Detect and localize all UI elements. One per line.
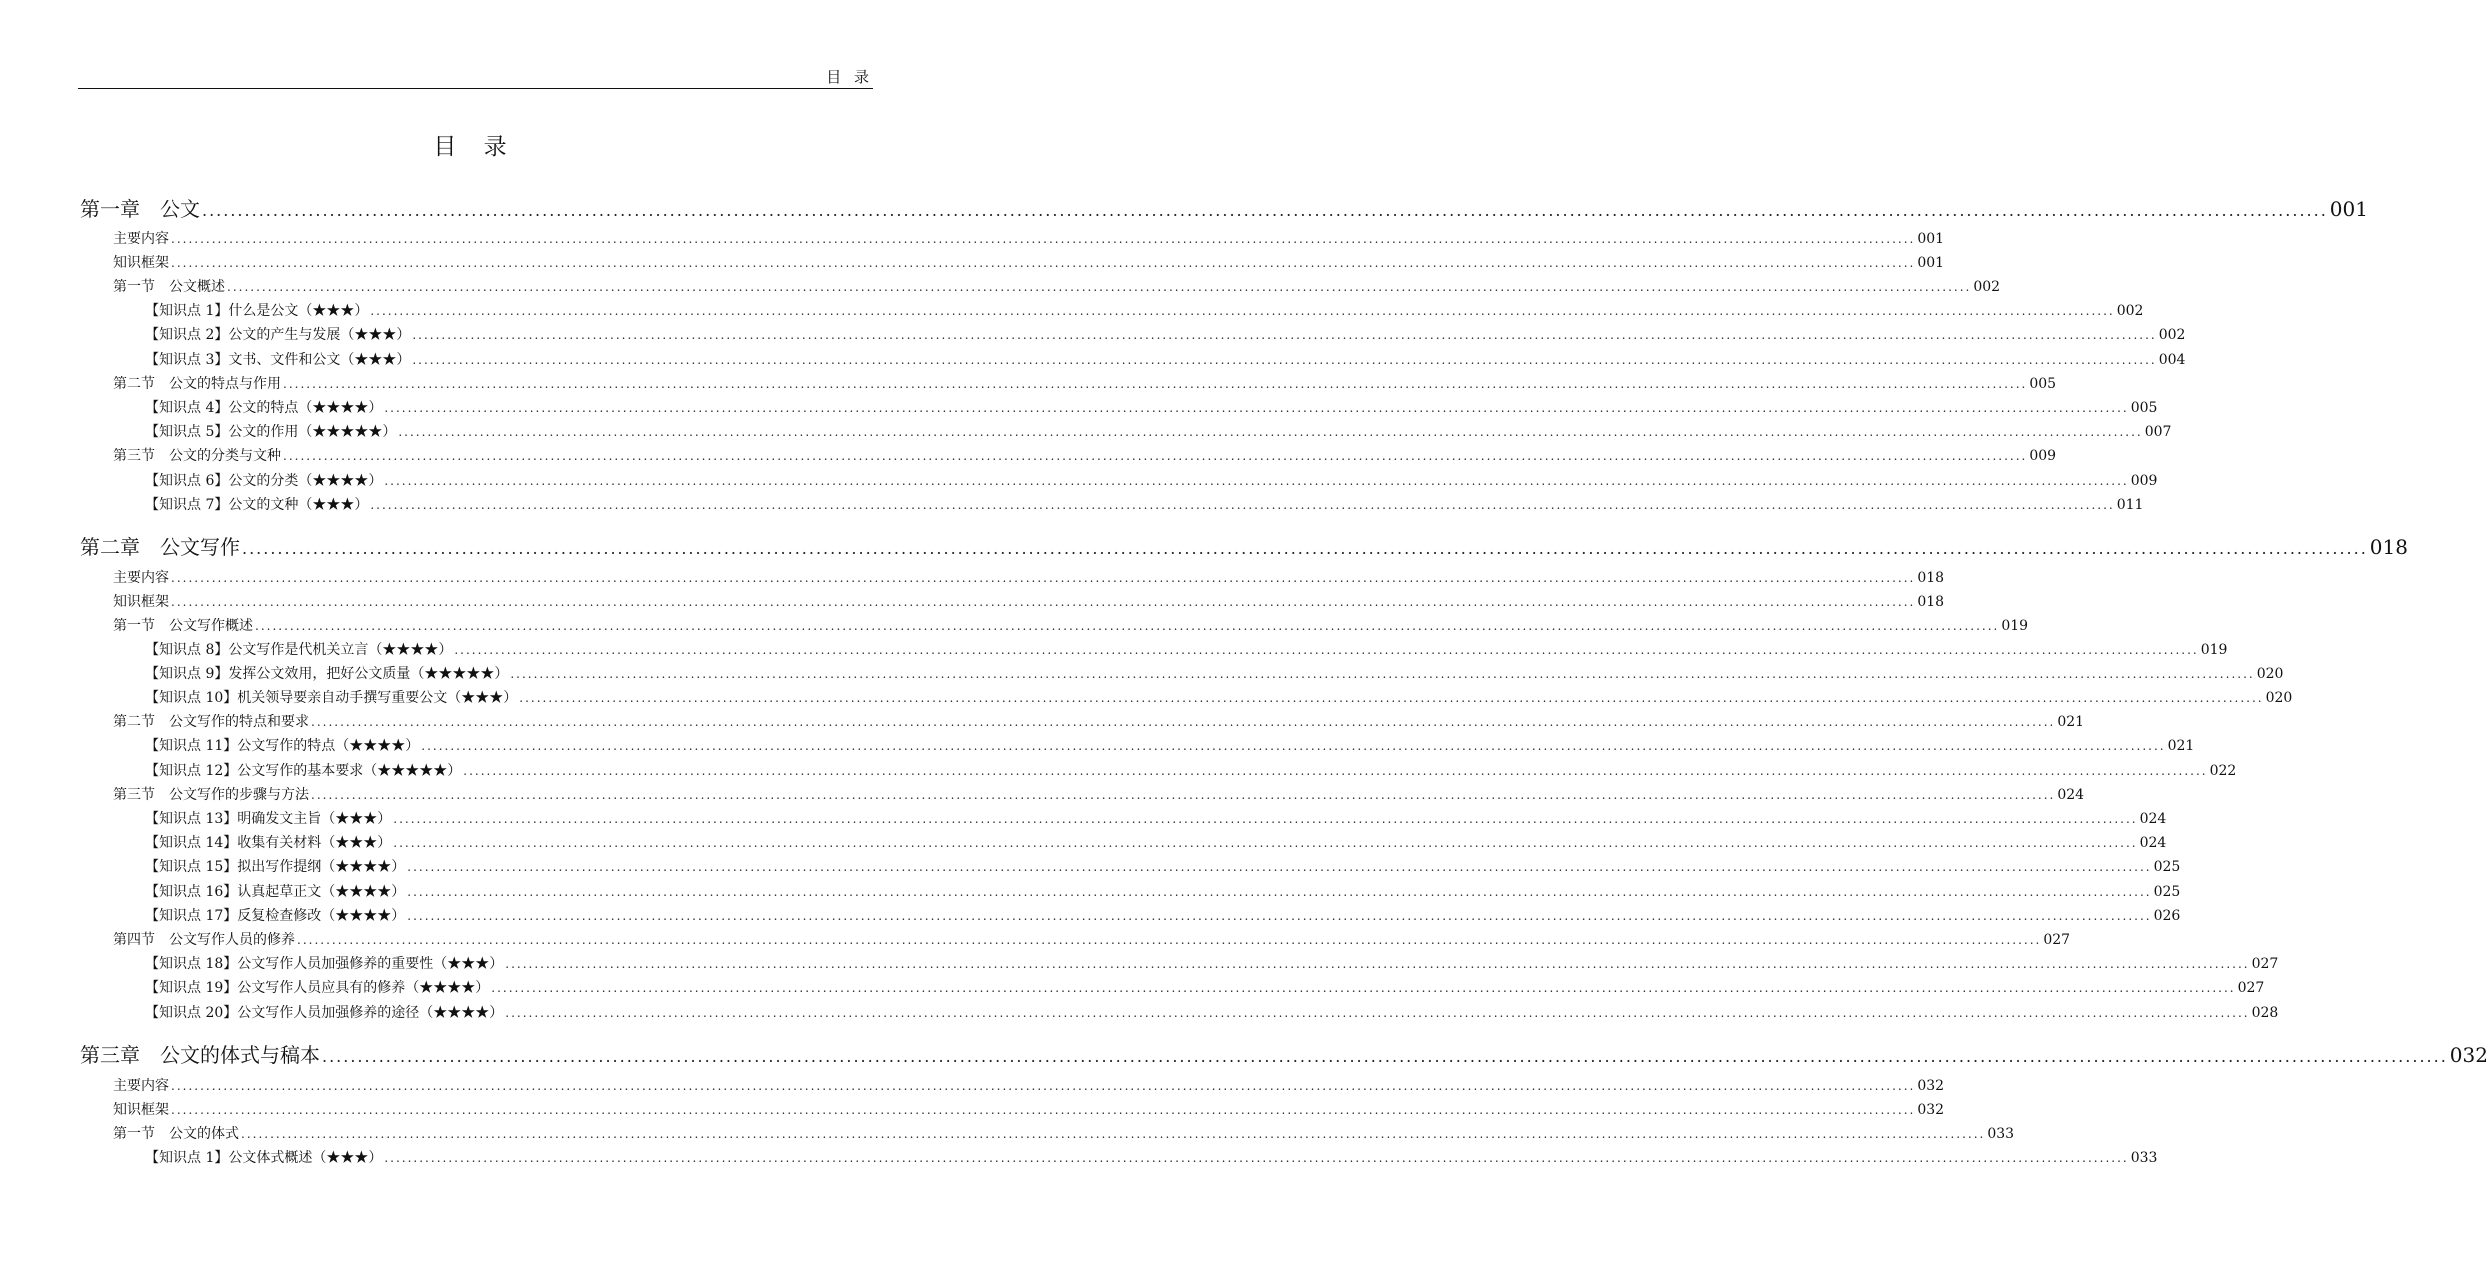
toc-page-number: 033	[2130, 1150, 2158, 1166]
toc-entry[interactable]	[113, 445, 2057, 465]
toc-leader-dots: ............................................................................................................................................................................................................................................................................................................	[370, 498, 2115, 512]
toc-leader-dots: ............................................................................................................................................................................................................................................................................................................	[463, 764, 2208, 778]
toc-leader-dots: ............................................................................................................................................................................................................................................................................................................	[412, 353, 2157, 367]
toc-leader-dots: ............................................................................................................................................................................................................................................................................................................	[421, 739, 2166, 753]
toc-entry[interactable]	[113, 276, 2001, 296]
toc-page-number: 018	[1917, 570, 1945, 586]
toc-page-number: 032	[1917, 1078, 1945, 1094]
toc-page-number: 002	[2116, 303, 2144, 319]
toc-entry[interactable]	[145, 808, 2167, 828]
toc-entry-label: 主要内容	[113, 1078, 169, 1094]
toc-entry[interactable]	[113, 711, 2085, 731]
toc-entry[interactable]	[145, 639, 2228, 659]
toc-page-number: 024	[2057, 787, 2085, 803]
toc-entry[interactable]	[145, 832, 2167, 852]
toc-page-number: 021	[2057, 714, 2085, 730]
toc-entry[interactable]	[113, 373, 2057, 393]
toc-page-number: 018	[2369, 535, 2408, 559]
toc-entry[interactable]	[113, 1099, 1945, 1119]
toc-entry-label: 主要内容	[113, 570, 169, 586]
toc-entry-label: 知识框架	[113, 1102, 169, 1118]
toc-chapter-entry[interactable]	[80, 1039, 2488, 1068]
toc-entry[interactable]	[145, 663, 2284, 683]
toc-entry-label: 第二节 公文写作的特点和要求	[113, 714, 309, 730]
toc-page-number: 007	[2144, 424, 2172, 440]
toc-leader-dots: ............................................................................................................................................................................................................................................................................................................	[171, 232, 1916, 246]
toc-leader-dots: ............................................................................................................................................................................................................................................................................................................	[384, 474, 2129, 488]
toc-leader-dots: ............................................................................................................................................................................................................................................................................................................	[407, 909, 2152, 923]
toc-entry[interactable]	[113, 567, 1945, 587]
toc-entry-label: 【知识点 19】公文写作人员应具有的修养（★★★★）	[145, 980, 490, 996]
toc-entry-label: 【知识点 12】公文写作的基本要求（★★★★★）	[145, 763, 462, 779]
toc-entry-label: 第二节 公文的特点与作用	[113, 376, 281, 392]
toc-entry-label: 知识框架	[113, 594, 169, 610]
toc-page-number: 024	[2139, 811, 2167, 827]
toc-entry[interactable]	[145, 1147, 2158, 1167]
toc-leader-dots: ............................................................................................................................................................................................................................................................................................................	[283, 377, 2028, 391]
toc-entry[interactable]	[145, 494, 2144, 514]
toc-leader-dots: ............................................................................................................................................................................................................................................................................................................	[398, 425, 2143, 439]
toc-page-number: 025	[2153, 859, 2181, 875]
toc-entry-label: 【知识点 16】认真起草正文（★★★★）	[145, 884, 406, 900]
toc-entry-label: 【知识点 14】收集有关材料（★★★）	[145, 835, 392, 851]
toc-page-number: 027	[2237, 980, 2265, 996]
toc-entry-label: 第三节 公文的分类与文种	[113, 448, 281, 464]
toc-page-number: 019	[2200, 642, 2228, 658]
toc-page-number: 022	[2209, 763, 2237, 779]
toc-leader-dots: ............................................................................................................................................................................................................................................................................................................	[407, 885, 2152, 899]
toc-page-number: 018	[1917, 594, 1945, 610]
toc-entry-label: 第一章 公文	[80, 197, 200, 221]
header-rule	[78, 88, 873, 89]
running-header: 目 录	[826, 68, 873, 86]
toc-leader-dots: ............................................................................................................................................................................................................................................................................................................	[384, 401, 2129, 415]
toc-entry-label: 第二章 公文写作	[80, 535, 240, 559]
toc-entry-label: 【知识点 20】公文写作人员加强修养的途径（★★★★）	[145, 1005, 504, 1021]
toc-page-number: 009	[2029, 448, 2057, 464]
toc-leader-dots: ............................................................................................................................................................................................................................................................................................................	[202, 201, 2328, 220]
toc-entry-label: 【知识点 11】公文写作的特点（★★★★）	[145, 738, 420, 754]
toc-entry-label: 【知识点 10】机关领导要亲自动手撰写重要公文（★★★）	[145, 690, 518, 706]
toc-chapter-entry[interactable]	[80, 531, 2408, 560]
toc-entry[interactable]	[113, 615, 2029, 635]
toc-page-number: 028	[2251, 1005, 2279, 1021]
toc-entry[interactable]	[145, 977, 2265, 997]
toc-entry[interactable]	[145, 856, 2181, 876]
toc-page-number: 002	[2158, 327, 2186, 343]
toc-entry[interactable]	[113, 1075, 1945, 1095]
toc-entry[interactable]	[145, 881, 2181, 901]
toc-entry-label: 第一节 公文的体式	[113, 1126, 239, 1142]
toc-page-number: 020	[2265, 690, 2293, 706]
toc-entry[interactable]	[113, 228, 1945, 248]
toc-entry-label: 【知识点 15】拟出写作提纲（★★★★）	[145, 859, 406, 875]
toc-page-number: 020	[2256, 666, 2284, 682]
toc-leader-dots: ............................................................................................................................................................................................................................................................................................................	[412, 328, 2157, 342]
toc-entry[interactable]	[145, 470, 2158, 490]
toc-leader-dots: ............................................................................................................................................................................................................................................................................................................	[370, 304, 2115, 318]
toc-entry[interactable]	[145, 349, 2186, 369]
toc-leader-dots: ............................................................................................................................................................................................................................................................................................................	[491, 981, 2236, 995]
toc-leader-dots: ............................................................................................................................................................................................................................................................................................................	[311, 715, 2056, 729]
toc-page-number: 027	[2251, 956, 2279, 972]
toc-entry-label: 第三节 公文写作的步骤与方法	[113, 787, 309, 803]
toc-chapter-entry[interactable]	[80, 193, 2368, 222]
toc-entry[interactable]	[145, 421, 2172, 441]
toc-page-number: 004	[2158, 352, 2186, 368]
toc-entry-label: 【知识点 1】公文体式概述（★★★）	[145, 1150, 383, 1166]
toc-entry-label: 【知识点 3】文书、文件和公文（★★★）	[145, 352, 411, 368]
toc-entry[interactable]	[145, 735, 2195, 755]
toc-leader-dots: ............................................................................................................................................................................................................................................................................................................	[241, 1127, 1986, 1141]
toc-entry-label: 【知识点 13】明确发文主旨（★★★）	[145, 811, 392, 827]
toc-entry[interactable]	[145, 324, 2186, 344]
toc-leader-dots: ............................................................................................................................................................................................................................................................................................................	[393, 812, 2138, 826]
toc-entry[interactable]	[113, 252, 1945, 272]
toc-entry-label: 【知识点 17】反复检查修改（★★★★）	[145, 908, 406, 924]
toc-leader-dots: ............................................................................................................................................................................................................................................................................................................	[311, 788, 2056, 802]
toc-entry-label: 【知识点 8】公文写作是代机关立言（★★★★）	[145, 642, 453, 658]
toc-page-number: 001	[1917, 231, 1945, 247]
toc-entry-label: 第一节 公文写作概述	[113, 618, 253, 634]
toc-page-number: 009	[2130, 473, 2158, 489]
toc-page-number: 027	[2043, 932, 2071, 948]
toc-entry-label: 第一节 公文概述	[113, 279, 225, 295]
toc-page-number: 032	[1917, 1102, 1945, 1118]
toc-entry[interactable]	[113, 591, 1945, 611]
toc-leader-dots: ............................................................................................................................................................................................................................................................................................................	[171, 571, 1916, 585]
toc-leader-dots: ............................................................................................................................................................................................................................................................................................................	[519, 691, 2264, 705]
toc-page-number: 021	[2167, 738, 2195, 754]
toc-entry-label: 【知识点 5】公文的作用（★★★★★）	[145, 424, 397, 440]
toc-entry-label: 【知识点 2】公文的产生与发展（★★★）	[145, 327, 411, 343]
toc-leader-dots: ............................................................................................................................................................................................................................................................................................................	[227, 280, 1972, 294]
toc-leader-dots: ............................................................................................................................................................................................................................................................................................................	[171, 256, 1916, 270]
toc-leader-dots: ............................................................................................................................................................................................................................................................................................................	[171, 595, 1916, 609]
toc-leader-dots: ............................................................................................................................................................................................................................................................................................................	[393, 836, 2138, 850]
toc-page-number: 019	[2001, 618, 2029, 634]
toc-leader-dots: ............................................................................................................................................................................................................................................................................................................	[505, 957, 2250, 971]
toc-entry[interactable]	[145, 397, 2158, 417]
toc-entry[interactable]	[145, 760, 2237, 780]
toc-page-number: 001	[2329, 197, 2368, 221]
toc-entry-label: 【知识点 9】发挥公文效用，把好公文质量（★★★★★）	[145, 666, 509, 682]
toc-entry-label: 【知识点 6】公文的分类（★★★★）	[145, 473, 383, 489]
toc-leader-dots: ............................................................................................................................................................................................................................................................................................................	[454, 643, 2199, 657]
toc-page-number: 011	[2116, 497, 2144, 513]
toc-leader-dots: ............................................................................................................................................................................................................................................................................................................	[297, 933, 2042, 947]
toc-entry[interactable]	[145, 300, 2144, 320]
toc-leader-dots: ............................................................................................................................................................................................................................................................................................................	[505, 1006, 2250, 1020]
toc-entry-label: 【知识点 18】公文写作人员加强修养的重要性（★★★）	[145, 956, 504, 972]
toc-page-number: 005	[2130, 400, 2158, 416]
toc-page-number: 032	[2449, 1043, 2488, 1067]
toc-entry-label: 第三章 公文的体式与稿本	[80, 1043, 320, 1067]
toc-leader-dots: ............................................................................................................................................................................................................................................................................................................	[322, 1047, 2448, 1066]
toc-entry[interactable]	[113, 929, 2071, 949]
toc-leader-dots: ............................................................................................................................................................................................................................................................................................................	[510, 667, 2255, 681]
toc-entry-label: 第四节 公文写作人员的修养	[113, 932, 295, 948]
toc-leader-dots: ............................................................................................................................................................................................................................................................................................................	[242, 539, 2368, 558]
toc-page-number: 001	[1917, 255, 1945, 271]
toc-entry[interactable]	[145, 1002, 2279, 1022]
toc-entry[interactable]	[145, 953, 2279, 973]
toc-page-number: 024	[2139, 835, 2167, 851]
toc-entry[interactable]	[145, 905, 2181, 925]
toc-leader-dots: ............................................................................................................................................................................................................................................................................................................	[407, 860, 2152, 874]
toc-entry[interactable]	[113, 784, 2085, 804]
toc-entry-label: 【知识点 7】公文的文种（★★★）	[145, 497, 369, 513]
toc-entry-label: 【知识点 1】什么是公文（★★★）	[145, 303, 369, 319]
toc-leader-dots: ............................................................................................................................................................................................................................................................................................................	[171, 1079, 1916, 1093]
toc-entry-label: 主要内容	[113, 231, 169, 247]
toc-leader-dots: ............................................................................................................................................................................................................................................................................................................	[384, 1151, 2129, 1165]
toc-leader-dots: ............................................................................................................................................................................................................................................................................................................	[171, 1103, 1916, 1117]
page-title: 目 录	[433, 134, 517, 160]
toc-page-number: 025	[2153, 884, 2181, 900]
toc-page-number: 026	[2153, 908, 2181, 924]
toc-page-number: 033	[1987, 1126, 2015, 1142]
toc-entry[interactable]	[145, 687, 2293, 707]
toc-page-number: 002	[1973, 279, 2001, 295]
toc-leader-dots: ............................................................................................................................................................................................................................................................................................................	[283, 449, 2028, 463]
toc-entry-label: 知识框架	[113, 255, 169, 271]
toc-entry[interactable]	[113, 1123, 2015, 1143]
toc-page-number: 005	[2029, 376, 2057, 392]
toc-leader-dots: ............................................................................................................................................................................................................................................................................................................	[255, 619, 2000, 633]
toc-entry-label: 【知识点 4】公文的特点（★★★★）	[145, 400, 383, 416]
